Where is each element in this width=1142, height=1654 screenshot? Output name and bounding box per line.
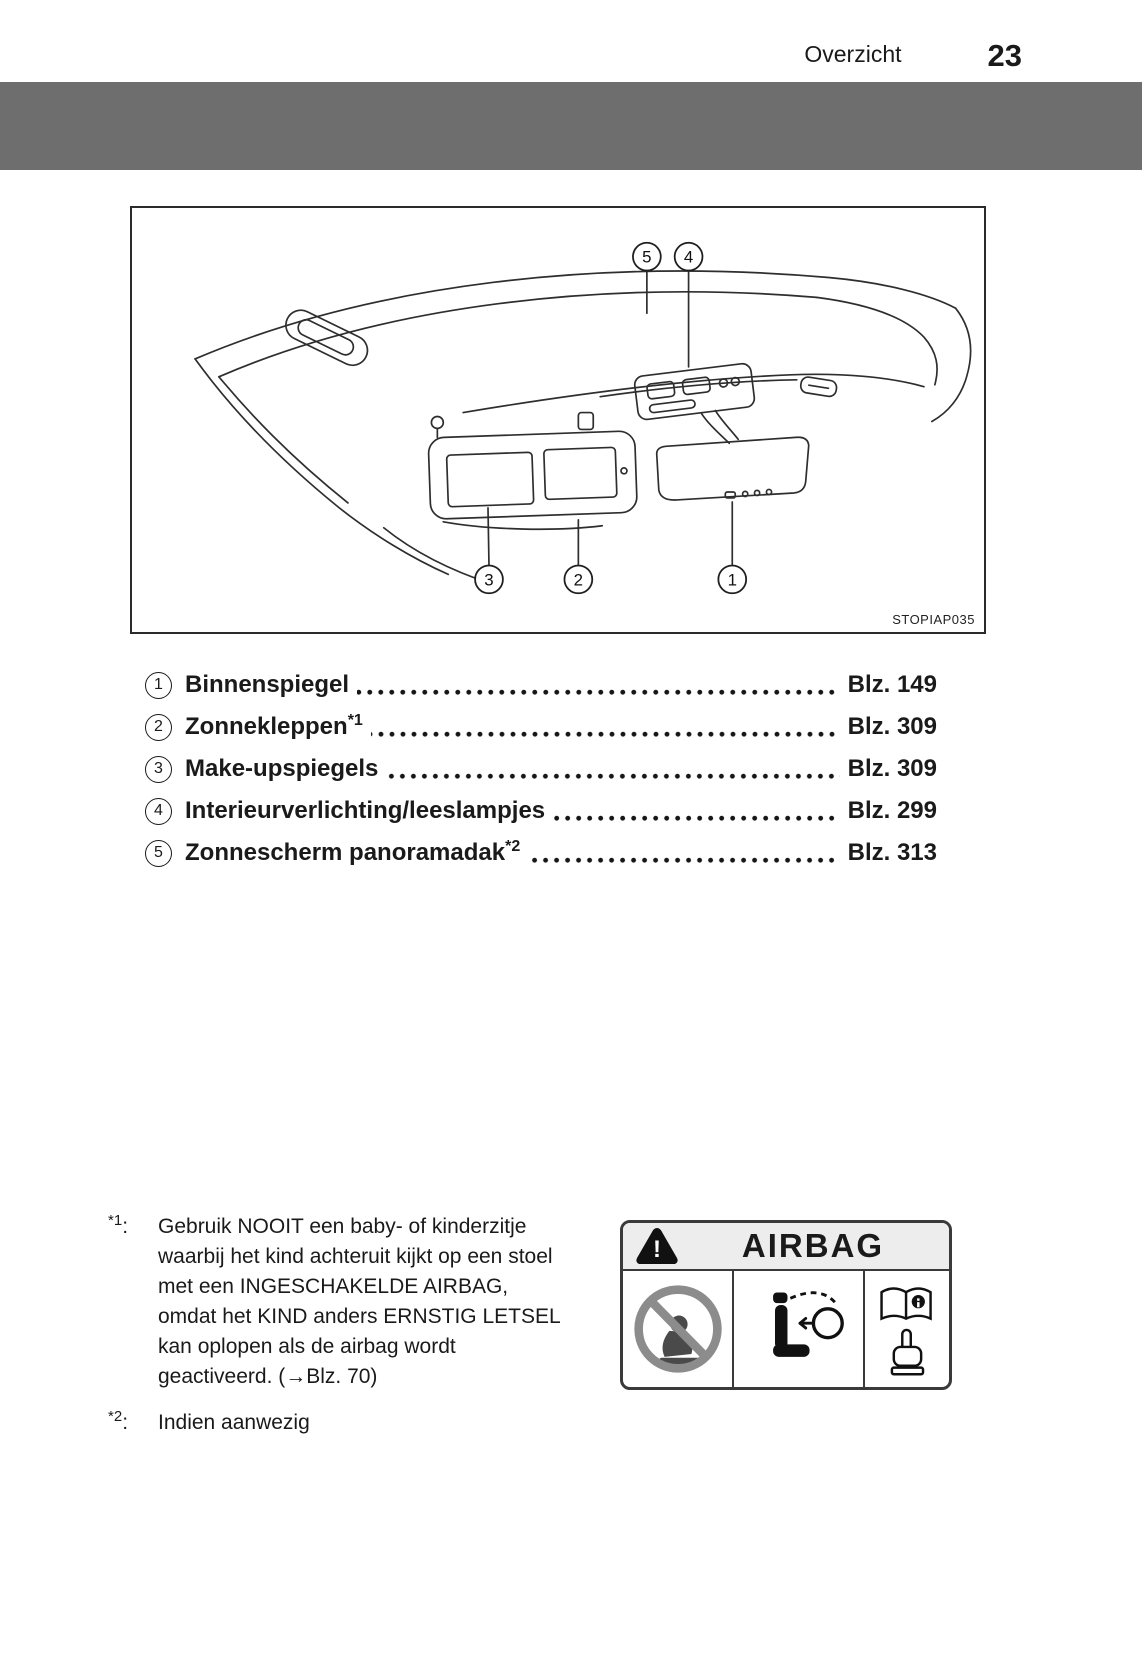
dotted-leader	[528, 857, 839, 864]
index-item-5	[145, 832, 937, 874]
index-item-3	[145, 748, 937, 790]
dotted-leader	[371, 731, 840, 738]
item-label	[185, 671, 349, 699]
footnote-2	[108, 1408, 570, 1438]
svg-text:1: 1	[727, 570, 737, 590]
overview-figure	[130, 206, 986, 634]
item-label	[185, 755, 378, 783]
item-label-text: Zonnescherm panoramadak	[185, 839, 506, 866]
item-number-badge: 1	[145, 672, 172, 699]
no-rear-facing-child-seat-icon	[623, 1271, 734, 1387]
footnote-colon: :	[122, 1411, 129, 1435]
item-footnote-ref: *2	[505, 838, 521, 855]
page-header	[0, 0, 1142, 82]
svg-text:!: !	[653, 1236, 661, 1263]
right-clip	[800, 376, 838, 397]
warning-triangle-icon	[635, 1226, 679, 1266]
svg-text:5: 5	[642, 247, 652, 267]
item-label	[185, 797, 545, 825]
index-list	[145, 664, 937, 874]
read-manual-icon	[865, 1271, 949, 1387]
airbag-label-header	[623, 1223, 949, 1271]
item-label	[185, 839, 520, 867]
footnote-1-marker	[108, 1212, 128, 1242]
item-page-ref: Blz. 299	[847, 797, 937, 824]
item-page-ref: Blz. 313	[847, 839, 937, 866]
headliner-lines	[195, 271, 971, 584]
callout-1	[718, 565, 746, 593]
chapter-band	[0, 82, 1142, 170]
footnote-2-text: Indien aanwezig	[158, 1411, 310, 1435]
svg-text:4: 4	[683, 247, 694, 267]
callout-2	[564, 565, 592, 593]
item-number-badge: 3	[145, 756, 172, 783]
index-item-4	[145, 790, 937, 832]
footnote-star: *2	[108, 1408, 123, 1426]
item-page-ref: Blz. 309	[847, 755, 937, 782]
item-number-badge: 5	[145, 840, 172, 867]
index-item-2	[145, 706, 937, 748]
item-label	[185, 713, 363, 741]
footnote-column	[108, 1212, 570, 1438]
svg-text:2: 2	[573, 570, 584, 590]
airbag-deployment-icon	[734, 1271, 865, 1387]
sun-visor	[428, 431, 637, 520]
footnote-colon: :	[122, 1215, 129, 1238]
mirror-stem	[701, 414, 729, 444]
svg-text:3: 3	[484, 570, 494, 590]
footnote-2-marker	[108, 1408, 128, 1438]
footnote-1-text: Gebruik NOOIT een baby- of kinderzitje waarbij het kind achteruit kijkt op een stoel met een INGESCHAKELDE AIRBAG, omdat het KIND anders ERNSTIG LETSEL kan oplopen als de airbag wordt geactiveerd. (→Blz. 70)	[158, 1215, 560, 1389]
rearview-mirror	[657, 437, 809, 500]
item-label-text: Zonnekleppen	[185, 713, 348, 740]
section-title: Overzicht	[804, 41, 902, 67]
index-item-1	[145, 664, 937, 706]
item-number-badge: 4	[145, 798, 172, 825]
item-label-text: Make-upspiegels	[185, 755, 379, 782]
callout-5	[633, 243, 661, 271]
figure-code: STOPIAP035	[892, 612, 975, 627]
item-page-ref: Blz. 309	[847, 713, 937, 740]
item-label-text: Binnenspiegel	[185, 671, 350, 698]
mirror-stem-2	[715, 411, 738, 440]
airbag-label-title: AIRBAG	[741, 1227, 885, 1264]
footnote-section	[0, 1212, 1142, 1438]
footnote-1	[108, 1212, 570, 1392]
callout-4	[675, 243, 703, 271]
overhead-console	[634, 363, 756, 421]
dotted-leader	[357, 689, 840, 696]
callout-leader-lines	[488, 271, 732, 566]
item-label-text: Interieurverlichting/leeslampjes	[185, 797, 546, 824]
dotted-leader	[553, 815, 839, 822]
item-number-badge: 2	[145, 714, 172, 741]
airbag-warning-label	[620, 1220, 952, 1390]
dotted-leader	[386, 773, 839, 780]
page-number: 23	[987, 38, 1022, 73]
airbag-label-pictograms	[623, 1271, 949, 1387]
callout-3	[475, 565, 503, 593]
item-footnote-ref: *1	[347, 712, 363, 729]
car-interior-diagram	[132, 208, 984, 632]
item-page-ref: Blz. 149	[847, 671, 937, 698]
footnote-star: *1	[108, 1212, 123, 1229]
